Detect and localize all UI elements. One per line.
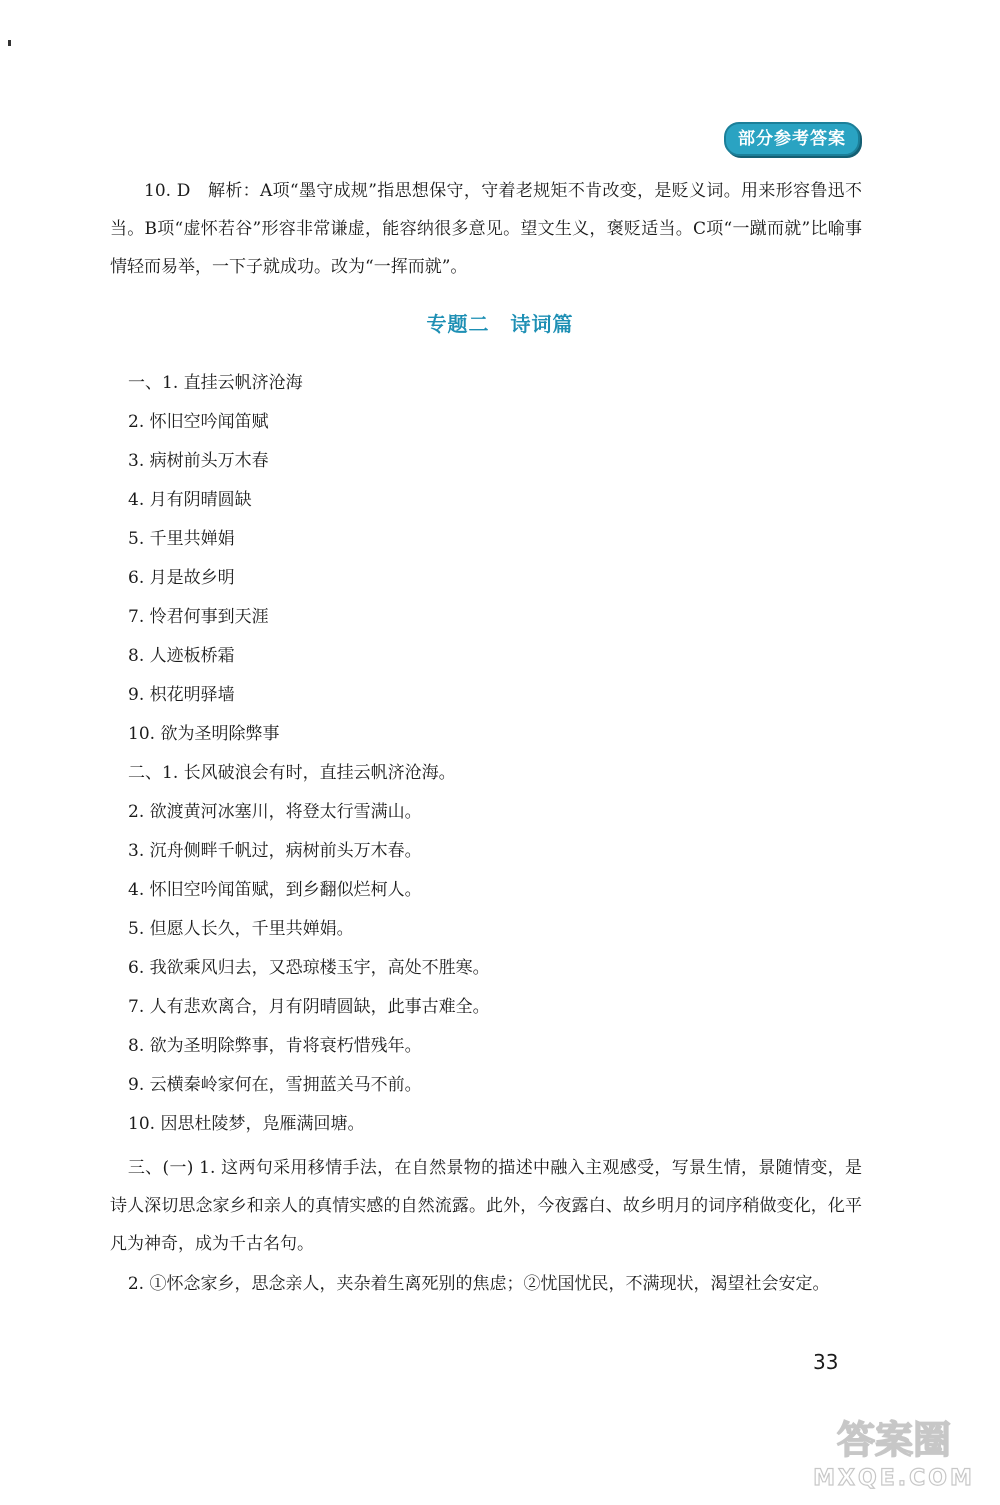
answer-line: 6. 月是故乡明 — [128, 568, 235, 588]
answer-line: 7. 怜君何事到天涯 — [128, 607, 269, 627]
answer-paragraph: 2. ①怀念家乡，思念亲人，夹杂着生离死别的焦虑；②忧国忧民，不满现状，渴望社会安定。 — [127, 1274, 830, 1294]
answer-line: 8. 人迹板桥霜 — [128, 646, 235, 666]
watermark-logo — [804, 1405, 984, 1495]
answer-line: 2. 欲渡黄河冰塞川，将登太行雪满山。 — [128, 802, 422, 822]
answer-line: 8. 欲为圣明除弊事，肯将衰朽惜残年。 — [128, 1036, 422, 1056]
answer-line: 7. 人有悲欢离合，月有阴晴圆缺，此事古难全。 — [128, 997, 490, 1017]
page-number: 33 — [813, 1350, 839, 1374]
answer-list — [128, 364, 868, 1144]
answer-line: 4. 怀旧空吟闻笛赋，到乡翻似烂柯人。 — [128, 880, 422, 900]
scan-mark — [8, 40, 11, 46]
answer-line: 5. 千里共婵娟 — [128, 529, 235, 549]
answer-paragraph: 三、(一) 1. 这两句采用移情手法，在自然景物的描述中融入主观感受，写景生情，景随情变，是诗人深切思念家乡和亲人的真情实感的自然流露。此外，今夜露白、故乡明月的词序稍做变化，化平凡为神奇，成为千古名句。 — [110, 1158, 862, 1254]
answer-line: 二、1. 长风破浪会有时，直挂云帆济沧海。 — [128, 763, 456, 783]
watermark-text: 答案圈 — [836, 1418, 952, 1462]
answer-line: 10. 欲为圣明除弊事 — [128, 724, 280, 744]
watermark-url: MXQE.COM — [813, 1466, 975, 1491]
section-title: 专题二 诗词篇 — [426, 312, 574, 336]
answer-line: 一、1. 直挂云帆济沧海 — [128, 373, 303, 393]
answer-line: 4. 月有阴晴圆缺 — [128, 490, 252, 510]
answer-line: 9. 云横秦岭家何在，雪拥蓝关马不前。 — [128, 1075, 422, 1095]
answer-line: 10. 因思杜陵梦，凫雁满回塘。 — [128, 1114, 365, 1134]
answer-line: 3. 病树前头万木春 — [128, 451, 269, 471]
answer-line: 6. 我欲乘风归去，又恐琼楼玉宇，高处不胜寒。 — [128, 958, 490, 978]
answer-line: 5. 但愿人长久，千里共婵娟。 — [128, 919, 354, 939]
answer-explanation: 10. D 解析：A项“墨守成规”指思想保守，守着老规矩不肯改变，是贬义词。用来形容鲁迅不当。B项“虚怀若谷”形容非常谦虚，能容纳很多意见。望文生义，褒贬适当。C项“一蹴而就”比喻事情轻而易举，一下子就成功。改为“一挥而就”。 — [110, 181, 862, 277]
answer-line: 3. 沉舟侧畔千帆过，病树前头万木春。 — [128, 841, 422, 861]
answer-line: 9. 枳花明驿墙 — [128, 685, 235, 705]
section-badge: 部分参考答案 — [724, 122, 860, 156]
answer-line: 2. 怀旧空吟闻笛赋 — [128, 412, 269, 432]
